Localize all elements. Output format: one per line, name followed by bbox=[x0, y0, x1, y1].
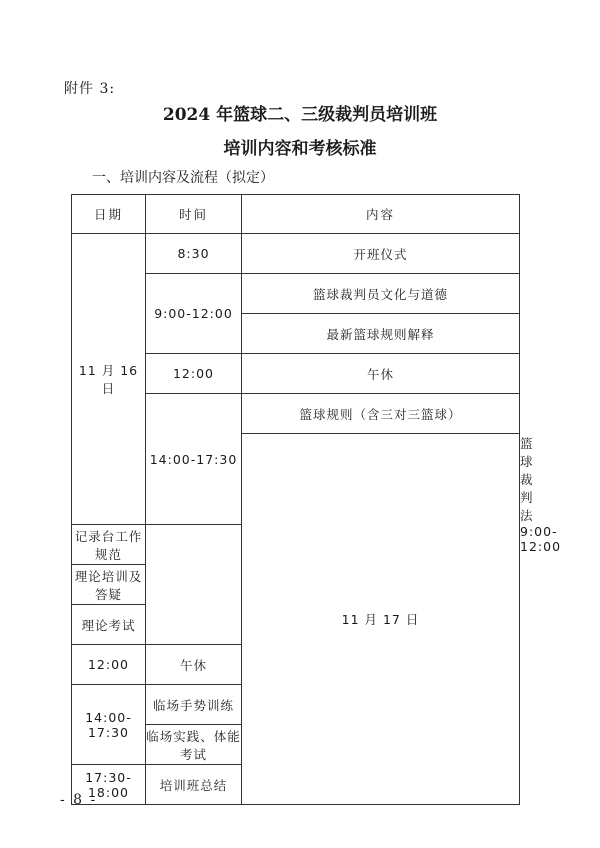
document-subtitle: 培训内容和考核标准 bbox=[223, 139, 377, 159]
document-title: 2024 年篮球二、三级裁判员培训班 bbox=[162, 105, 438, 125]
table-header-row bbox=[72, 195, 520, 234]
schedule-table bbox=[71, 194, 562, 805]
time-cell: 12:00 bbox=[146, 354, 242, 394]
content-cell: 培训班总结 bbox=[146, 765, 242, 805]
header-date: 日期 bbox=[72, 195, 146, 234]
time-cell: 14:00-17:30 bbox=[146, 394, 242, 525]
header-content: 内容 bbox=[242, 195, 520, 234]
time-cell: 12:00 bbox=[72, 645, 146, 685]
content-cell: 午休 bbox=[146, 645, 242, 685]
time-cell: 17:30-18:00 bbox=[72, 765, 146, 805]
time-cell: 14:00-17:30 bbox=[72, 685, 146, 765]
date-cell-day2: 11 月 17 日 bbox=[242, 434, 520, 805]
time-cell: 8:30 bbox=[146, 234, 242, 274]
content-cell: 记录台工作规范 bbox=[72, 525, 146, 565]
content-cell: 篮球裁判员文化与道德 bbox=[242, 274, 520, 314]
date-cell-day1: 11 月 16 日 bbox=[72, 234, 146, 525]
content-cell: 理论考试 bbox=[72, 605, 146, 645]
content-cell: 篮球规则（含三对三篮球） bbox=[242, 394, 520, 434]
content-cell: 临场手势训练 bbox=[146, 685, 242, 725]
content-cell: 午休 bbox=[242, 354, 520, 394]
header-time: 时间 bbox=[146, 195, 242, 234]
time-cell: 9:00-12:00 bbox=[146, 274, 242, 354]
page-number: - 8 - bbox=[60, 792, 98, 808]
table-row: 11 月 17 日 9:00-12:00 篮球裁判法 bbox=[72, 434, 520, 525]
content-cell: 理论培训及答疑 bbox=[72, 565, 146, 605]
table-row bbox=[72, 234, 520, 274]
attachment-label: 附件 3: bbox=[64, 81, 116, 97]
content-cell: 最新篮球规则解释 bbox=[242, 314, 520, 354]
content-cell: 临场实践、体能考试 bbox=[146, 725, 242, 765]
content-cell: 开班仪式 bbox=[242, 234, 520, 274]
section-heading: 一、培训内容及流程（拟定） bbox=[92, 170, 274, 186]
